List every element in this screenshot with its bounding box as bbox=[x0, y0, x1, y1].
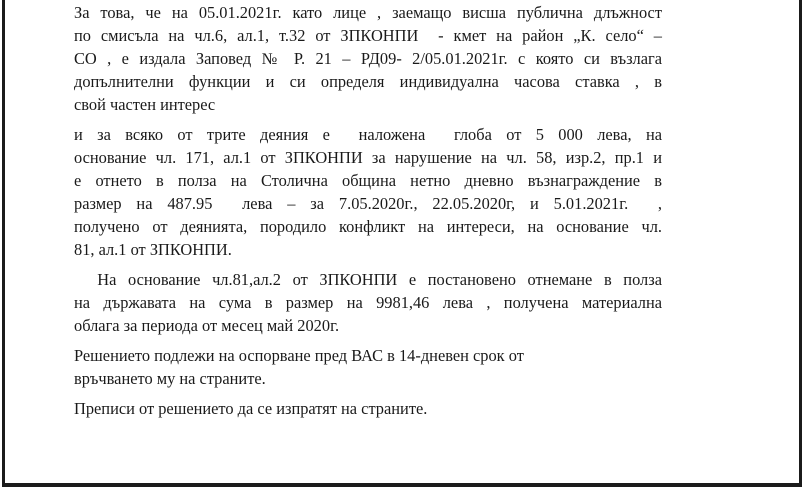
document-cell bbox=[2, 0, 802, 487]
text-line: допълнителни функции и си определя индивидуална часова ставка , в bbox=[74, 72, 662, 91]
text-line: На основание чл.81,ал.2 от ЗПКОНПИ е постановено отнемане в полза bbox=[74, 270, 662, 289]
text-line: свой частен интерес bbox=[74, 95, 216, 114]
text-line: размер на 487.95 лева – за 7.05.2020г., 22.05.2020г, и 5.01.2021г. , bbox=[74, 194, 662, 213]
text-line: получено от деянията, породило конфликт на интереси, на основание чл. bbox=[74, 217, 662, 236]
text-line: Преписи от решението да се изпратят на страните. bbox=[74, 399, 428, 418]
text-line: СО , е издала Заповед № Р. 21 – РД09- 2/05.01.2021г. с която си възлага bbox=[74, 49, 662, 68]
text-line: връчването му на страните. bbox=[74, 369, 266, 388]
paragraph-2 bbox=[74, 123, 662, 261]
paragraph-1 bbox=[74, 1, 662, 116]
text-line: по смисъла на чл.6, ал.1, т.32 от ЗПКОНПИ - кмет на район „К. село“ – bbox=[74, 26, 662, 45]
text-line: Решението подлежи на оспорване пред ВАС в 14-дневен срок от bbox=[74, 346, 524, 365]
text-line: на държавата на сума в размер на 9981,46 лева , получена материална bbox=[74, 293, 662, 312]
text-line: основание чл. 171, ал.1 от ЗПКОНПИ за нарушение на чл. 58, изр.2, пр.1 и bbox=[74, 148, 662, 167]
paragraph-4 bbox=[74, 344, 662, 390]
paragraph-3 bbox=[74, 268, 662, 337]
text-line: За това, че на 05.01.2021г. като лице , заемащо висша публична длъжност bbox=[74, 3, 662, 22]
text-line: и за всяко от трите деяния е наложена глоба от 5 000 лева, на bbox=[74, 125, 662, 144]
text-line: облага за периода от месец май 2020г. bbox=[74, 316, 340, 335]
text-block bbox=[74, 1, 662, 427]
text-line: 81, ал.1 от ЗПКОНПИ. bbox=[74, 240, 232, 259]
paragraph-5 bbox=[74, 397, 662, 420]
text-line: е отнето в полза на Столична община нетно дневно възнаграждение в bbox=[74, 171, 662, 190]
